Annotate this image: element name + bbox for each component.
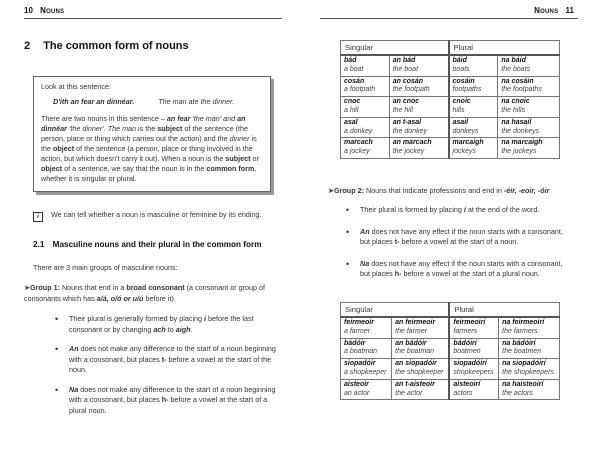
text: does not have any effect if the noun starts with a consonant, but places (360, 258, 563, 278)
irish-form: an marcach (392, 139, 432, 147)
english-gloss: a footpath (344, 86, 376, 94)
english-gloss: the farmer (395, 327, 428, 335)
table-cell (449, 379, 498, 400)
header-plural: Plural (449, 303, 559, 318)
bullet-item (55, 344, 280, 376)
english-gloss: boatmen (453, 348, 481, 356)
table-cell (341, 338, 392, 359)
irish-form: an t-asal (392, 118, 422, 126)
text: Nouns that indicate professions and end in (363, 186, 504, 195)
table-cell (449, 117, 498, 138)
table-row (341, 359, 560, 380)
bullet-item (55, 385, 280, 417)
arrow-icon: ➤ (328, 186, 335, 195)
irish-form: an t-aisteoir (395, 380, 435, 388)
text: does not have any effect if the noun starts with a consonant, but places (360, 226, 563, 246)
table-cell (341, 76, 390, 97)
english-gloss: the farmers (502, 327, 538, 335)
english-gloss: the hill (392, 106, 413, 114)
header-plural: Plural (449, 41, 560, 56)
table-cell (389, 138, 448, 159)
table-cell (498, 76, 560, 97)
english-gloss: footpaths (452, 86, 482, 94)
text: before a vowel at the start of a plural noun. (69, 395, 268, 415)
subsection-title: Masculine nouns and their plural in the common form (52, 240, 262, 249)
text: before the last consonant or by changing (69, 314, 254, 334)
irish-form: bádóir (344, 339, 366, 347)
english-gloss: a shopkeeper (344, 368, 387, 376)
irish-form: aisteoir (344, 380, 369, 388)
table-cell (498, 55, 560, 76)
table-cell (392, 317, 450, 338)
text: There are two nouns in this sentence – (41, 114, 167, 123)
english-gloss: actors (453, 389, 473, 397)
header-rule (24, 18, 282, 19)
english-gloss: the donkey (392, 127, 427, 135)
table-cell (389, 55, 448, 76)
running-head-left (24, 6, 64, 15)
english-gloss: the boats (501, 65, 531, 73)
irish-form: asal (344, 118, 358, 126)
right-page (300, 0, 600, 453)
term: object (41, 164, 63, 173)
irish-form: an bádóir (395, 339, 427, 347)
irish-form: siopadóirí (453, 360, 487, 368)
irish-form: na hasail (501, 118, 532, 126)
term: h- (161, 395, 169, 404)
table-row (341, 138, 560, 159)
english-gloss: the actors (502, 389, 533, 397)
irish-form: na bádóirí (502, 339, 536, 347)
term: í (463, 205, 466, 214)
table-body (341, 317, 560, 400)
english-gloss: an actor (344, 389, 370, 397)
english-gloss: the jockey (392, 148, 425, 156)
irish-form: marcach (344, 139, 373, 147)
irish-form: siopadóir (344, 360, 376, 368)
term: object (53, 144, 75, 153)
english-gloss: a donkey (344, 127, 373, 135)
english-gloss: the hills (501, 106, 526, 114)
irish-form: an feirmeoir (395, 319, 436, 326)
english-gloss: a boatman (344, 348, 378, 356)
term: h- (394, 269, 402, 278)
text: , whether it is singular or plural. (41, 164, 257, 183)
group2-paragraph (328, 186, 590, 195)
text: or (250, 154, 259, 163)
bullet-item (55, 314, 280, 335)
term: -éir, -eoir, -óir (503, 186, 550, 195)
term: aigh (175, 324, 191, 334)
english-gloss: a boat (344, 65, 364, 73)
table-cell (341, 138, 390, 159)
table-cell (449, 55, 498, 76)
noun-table-group1 (340, 40, 560, 159)
term: An (360, 226, 370, 236)
table-cell (498, 138, 560, 159)
term: i (204, 314, 207, 323)
term: subject (157, 124, 183, 133)
irish-form: na feirmeoirí (502, 319, 545, 326)
table-cell (389, 117, 448, 138)
text: of the sentence (a person, place or thing involved in the action, but which doesn't carry it out). When a noun is the (41, 144, 253, 163)
irish-form: cnoc (344, 98, 361, 106)
text: is the (136, 124, 158, 133)
group1-paragraph (24, 283, 280, 304)
text: before a vowel at the start of a noun. (399, 237, 519, 246)
text: before it). (143, 293, 176, 303)
irish-form: na báid (501, 57, 526, 64)
table-cell (499, 379, 560, 400)
text: of a sentence, we say that the noun is in the (62, 164, 207, 173)
box-intro: Look at this sentence: (41, 82, 111, 91)
table-row (341, 76, 560, 97)
english-gloss: shopkeepers (453, 368, 494, 376)
text: of the sentence (the person, place or thing which carries out the action) and (41, 124, 248, 143)
table-row (341, 317, 560, 338)
irish-form: na marcaigh (501, 139, 543, 147)
table-cell (449, 138, 498, 159)
page-number: 11 (565, 6, 574, 15)
bullet-item (346, 259, 574, 280)
term: t- (394, 237, 400, 246)
english-gloss: the jockeys (501, 148, 537, 156)
irish-form: an siopadóir (395, 360, 437, 368)
irish-form: cosáin (452, 77, 475, 85)
term: ach (153, 324, 166, 334)
irish-form: aisteoirí (453, 380, 481, 388)
irish-form: an cosán (392, 77, 424, 85)
subsection-heading (33, 240, 261, 249)
english-gloss: hills (452, 106, 465, 114)
table-cell (499, 317, 560, 338)
table-cell (341, 55, 390, 76)
table-body (341, 55, 560, 158)
bullet-item (346, 227, 574, 248)
section-heading (24, 40, 189, 52)
table-row (341, 117, 560, 138)
irish-form: bád (344, 57, 357, 64)
term: broad consonant (126, 283, 185, 292)
irish-form: an bád (392, 57, 416, 64)
term: common form (206, 164, 255, 173)
english-gloss: a jockey (344, 148, 370, 156)
text: to (165, 324, 176, 334)
text: is the (41, 134, 257, 153)
text: does not make any difference to the start of a noun beginning with a consonant, but places (69, 344, 276, 364)
irish-form: báid (452, 57, 467, 64)
english-gloss: the shopkeeper (395, 368, 444, 376)
text: Their plural is generally formed by placing (69, 314, 205, 323)
table-row (341, 338, 560, 359)
english-gloss: the shopkeepers (502, 368, 554, 376)
english-gloss: the boatmen (502, 348, 542, 356)
group1-bullets (55, 314, 280, 425)
term: t- (161, 354, 167, 364)
english-gloss: jockeys (452, 148, 476, 156)
example-box (33, 76, 271, 192)
term: Na (69, 384, 79, 394)
bullet-item (346, 205, 574, 216)
english-gloss: the footpath (392, 86, 430, 94)
irish-form: marcaigh (452, 139, 484, 147)
text: the dinner (217, 134, 250, 143)
english-gloss: the footpaths (501, 86, 542, 94)
english-gloss: the boat (392, 65, 419, 73)
irish-form: na haisteoirí (502, 380, 544, 388)
table-cell (499, 359, 560, 380)
english-gloss: a farmer (344, 327, 371, 335)
table-cell (341, 379, 392, 400)
term: a/á, o/ó or u/ú (96, 293, 144, 303)
irish-form: na cnoic (501, 98, 530, 106)
table-cell (341, 317, 392, 338)
irish-form: feirmeoirí (453, 319, 486, 326)
table-cell (392, 379, 450, 400)
tip-note (33, 210, 278, 222)
text: before a vowel at the start of a plural noun. (401, 269, 540, 278)
english-gloss: the donkeys (501, 127, 540, 135)
table-cell (392, 359, 450, 380)
text: does not make any difference to the start of a noun beginning with a consonant, but places (69, 384, 276, 404)
text: before a vowel at the start of the noun. (69, 354, 272, 374)
noun-table-group2 (340, 302, 560, 400)
header-singular: Singular (341, 41, 449, 56)
term: subject (225, 154, 251, 163)
english-gloss: boats (452, 65, 470, 73)
header-singular: Singular (341, 303, 450, 318)
table-cell (389, 97, 448, 118)
english-gloss: the actor (395, 389, 423, 397)
table-cell (498, 117, 560, 138)
note-icon: i (33, 212, 43, 222)
table-cell (449, 317, 498, 338)
group-label: Group 1: (30, 283, 60, 292)
irish-form: cnoic (452, 98, 471, 106)
running-head-right (534, 6, 574, 15)
table-cell (449, 359, 498, 380)
table-cell (389, 76, 448, 97)
table-cell (449, 338, 498, 359)
irish-form: feirmeoir (344, 319, 374, 326)
english-gloss: a hill (344, 106, 359, 114)
term: an fear (166, 114, 191, 123)
table-cell (341, 117, 390, 138)
running-head-title: Nouns (534, 6, 559, 15)
english-gloss: donkeys (452, 127, 479, 135)
text: Their plural is formed by placing (360, 205, 464, 214)
irish-form: cosán (344, 77, 365, 85)
group-label: Group 2: (334, 186, 364, 195)
text: 'the dinner'. (66, 124, 108, 133)
page-number: 10 (24, 6, 33, 15)
arrow-icon: ➤ (24, 283, 31, 292)
irish-form: an cnoc (392, 98, 420, 106)
groups-intro: There are 3 main groups of masculine nouns: (33, 263, 178, 272)
text: at the end of the word. (465, 205, 540, 214)
example-sentence (53, 97, 263, 107)
irish-form: na cosáin (501, 77, 534, 85)
running-head-title: Nouns (40, 6, 65, 15)
note-text: We can tell whether a noun is masculine or feminine by its ending. (51, 210, 262, 219)
table-cell (341, 97, 390, 118)
term: Na (360, 258, 370, 268)
group2-bullets (346, 205, 574, 289)
english-gloss: the boatman (395, 348, 435, 356)
irish-form: bádóirí (453, 339, 477, 347)
text: The man (107, 124, 137, 133)
table-cell (341, 359, 392, 380)
table-row (341, 55, 560, 76)
table-row (341, 379, 560, 400)
table-cell (499, 338, 560, 359)
english-gloss: farmers (453, 327, 478, 335)
term: an dinnéar (41, 114, 246, 133)
text: 'the man' and (190, 114, 238, 123)
term: An (69, 344, 79, 353)
text: Nouns that end in a (59, 283, 127, 292)
section-title: The common form of nouns (43, 40, 189, 52)
table-cell (392, 338, 450, 359)
section-number: 2 (24, 40, 31, 52)
example-irish: D'ith an fear an dinnéar. (53, 97, 135, 106)
subsection-number: 2.1 (33, 240, 45, 249)
irish-form: na siopadóirí (502, 360, 546, 368)
table-cell (498, 97, 560, 118)
text: (a consonant or group of consonants which has (24, 283, 265, 303)
table-cell (449, 97, 498, 118)
example-english: The man ate the dinner. (158, 97, 235, 106)
irish-form: asail (452, 118, 469, 126)
table-cell (449, 76, 498, 97)
text: . (190, 324, 193, 334)
box-explanation (41, 114, 263, 184)
header-rule (320, 18, 578, 19)
table-row (341, 97, 560, 118)
